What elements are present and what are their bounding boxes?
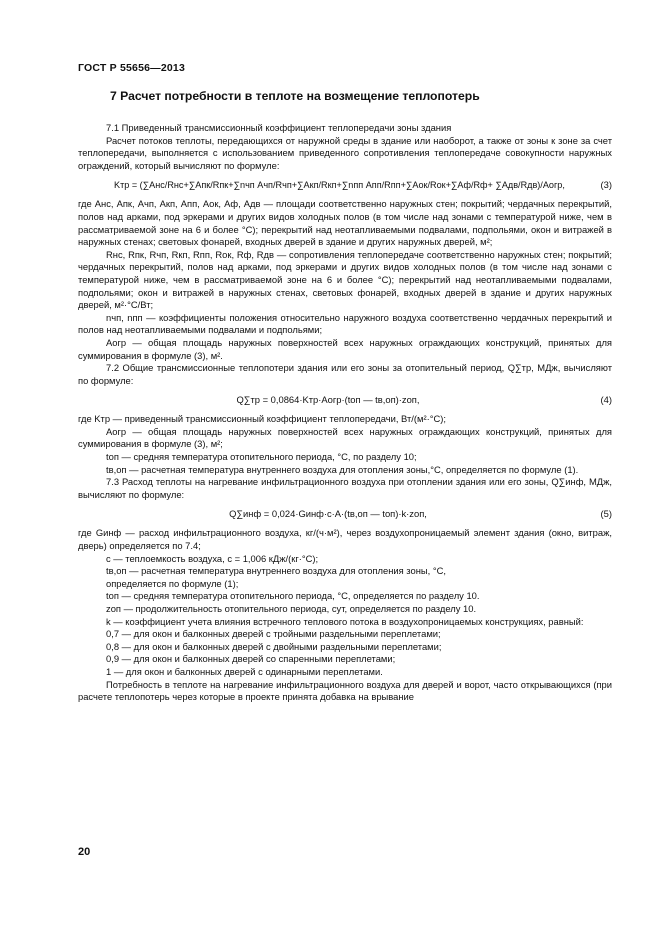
formula-3-number: (3): [600, 179, 612, 191]
list-item: 1 — для окон и балконных дверей с одинарными переплетами.: [106, 665, 383, 677]
formula-3-text: Kтр = (∑Aнс/Rнс+∑Aпк/Rпк+∑nчп Aчп/Rчп+∑Aкп/Rкп+∑nпп Aпп/Rпп+∑Aок/Rок+∑Aф/Rф+ ∑Aдв/Rдв)/Aогр,: [114, 180, 565, 191]
document-id: ГОСТ Р 55656—2013: [78, 62, 186, 74]
formula-4: [78, 387, 612, 413]
paragraph-7-2: 7.2 Общие трансмиссионные теплопотери здания или его зоны за отопительный период, Q∑тр, МДж, вычисляют по формуле:: [78, 362, 612, 386]
formula-5-text: Q∑инф = 0,024·Gинф·c·A·(tв,оп — tоп)·k·zоп,: [229, 508, 427, 520]
paragraph: определяется по формуле (1);: [106, 577, 239, 589]
formula-4-text: Q∑тр = 0,0864·Kтр·Aогр·(tоп — tв,оп)·zоп,: [236, 394, 420, 406]
formula-5-number: (5): [600, 508, 612, 520]
page-number: 20: [78, 846, 91, 858]
paragraph: c — теплоемкость воздуха, c = 1,006 кДж/(кг·°С);: [106, 552, 319, 564]
paragraph: tоп — средняя температура отопительного периода, °С, определяется по разделу 10.: [106, 590, 480, 602]
paragraph: Aогр — общая площадь наружных поверхностей всех наружных ограждающих конструкций, принятых для суммирования в формуле (3), м².: [78, 336, 612, 361]
paragraph-7-3: 7.3 Расход теплоты на нагревание инфильтрационного воздуха при отоплении здания или его зоны, Q∑инф, МДж, вычисляют по формуле:: [78, 476, 612, 500]
paragraph: где Aнс, Aпк, Aчп, Aкп, Aпп, Aок, Aф, Aдв — площади соответственно наружных стен; покрытий; чердачных перекрытий, полов над арками, под эркерами и других видов холодных полов (в том числе над зонами с температурой ниже, чем в рассматриваемой зоне на 6 и более °С); перекрытий над неотапливаемыми подвалами, подпольями, окон и витражей в наружных стенах; световых фонарей, входных дверей в здание и других наружных дверей, м²;: [78, 198, 612, 248]
list-item: 0,9 — для окон и балконных дверей со спаренными переплетами;: [106, 653, 396, 665]
paragraph: tв,оп — расчетная температура внутреннего воздуха для отопления зоны, °С,: [106, 565, 446, 577]
paragraph: tв,оп — расчетная температура внутреннего воздуха для отопления зоны,°С, определяется по формуле (1).: [106, 463, 579, 475]
paragraph: где Kтр — приведенный трансмиссионный коэффициент теплопередачи, Вт/(м²·°С);: [78, 413, 446, 425]
paragraph: zоп — продолжительность отопительного периода, сут, определяется по разделу 10.: [106, 603, 477, 614]
paragraph: nчп, nпп — коэффициенты положения относительно наружного воздуха соответственно чердачных перекрытий и полов над неотапливаемыми подвалами и подпольями;: [78, 311, 612, 336]
paragraph: tоп — средняя температура отопительного периода, °С, по разделу 10;: [106, 451, 417, 463]
paragraph: Потребность в теплоте на нагревание инфильтрационного воздуха для дверей и ворот, часто открывающихся (при расчете теплопотерь через которые в проекте принята добавка на врывание: [78, 678, 612, 703]
paragraph: k — коэффициент учета влияния встречного теплового потока в воздухопроницаемых конструкциях, равный:: [106, 615, 584, 627]
list-item: 0,8 — для окон и балконных дверей с двойными раздельными переплетами;: [106, 640, 442, 652]
document-body: [78, 122, 612, 704]
paragraph-7-1: 7.1 Приведенный трансмиссионный коэффициент теплопередачи зоны здания: [106, 122, 452, 133]
section-title: 7 Расчет потребности в теплоте на возмещение теплопотерь: [110, 89, 480, 103]
formula-5: [78, 501, 612, 527]
paragraph: Расчет потоков теплоты, передающихся от наружной среды в здание или наоборот, а также от зоны к зоне за счет теплопередачи, выполняется с использованием приведенного сопротивления теплопередаче совокупности наружных ограждений, который вычисляют по формуле:: [78, 134, 612, 171]
paragraph: где Gинф — расход инфильтрационного воздуха, кг/(ч·м²), через воздухопроницаемый элемент здания (окно, витраж, дверь) определяется по 7.4;: [78, 527, 612, 552]
formula-4-number: (4): [600, 394, 612, 406]
paragraph: Aогр — общая площадь наружных поверхностей всех наружных ограждающих конструкций, принятых для суммирования в формуле (3), м²;: [78, 425, 612, 450]
list-item: 0,7 — для окон и балконных дверей с тройными раздельными переплетами;: [106, 628, 441, 640]
paragraph: Rнс, Rпк, Rчп, Rкп, Rпп, Rок, Rф, Rдв — сопротивления теплопередаче соответственно наружных стен; покрытий; чердачных перекрытий, полов над арками, под эркерами и других видов холодных полов (в том числе над зонами с температурой ниже, чем в рассматриваемой зоне на 6 и более °С); перекрытий над неотапливаемыми подвалами, подпольями; окон и витражей в наружных стенах, световых фонарей, входных дверей в здание и других наружных дверей, м²·°С/Вт;: [78, 248, 612, 311]
formula-3: [78, 172, 612, 198]
